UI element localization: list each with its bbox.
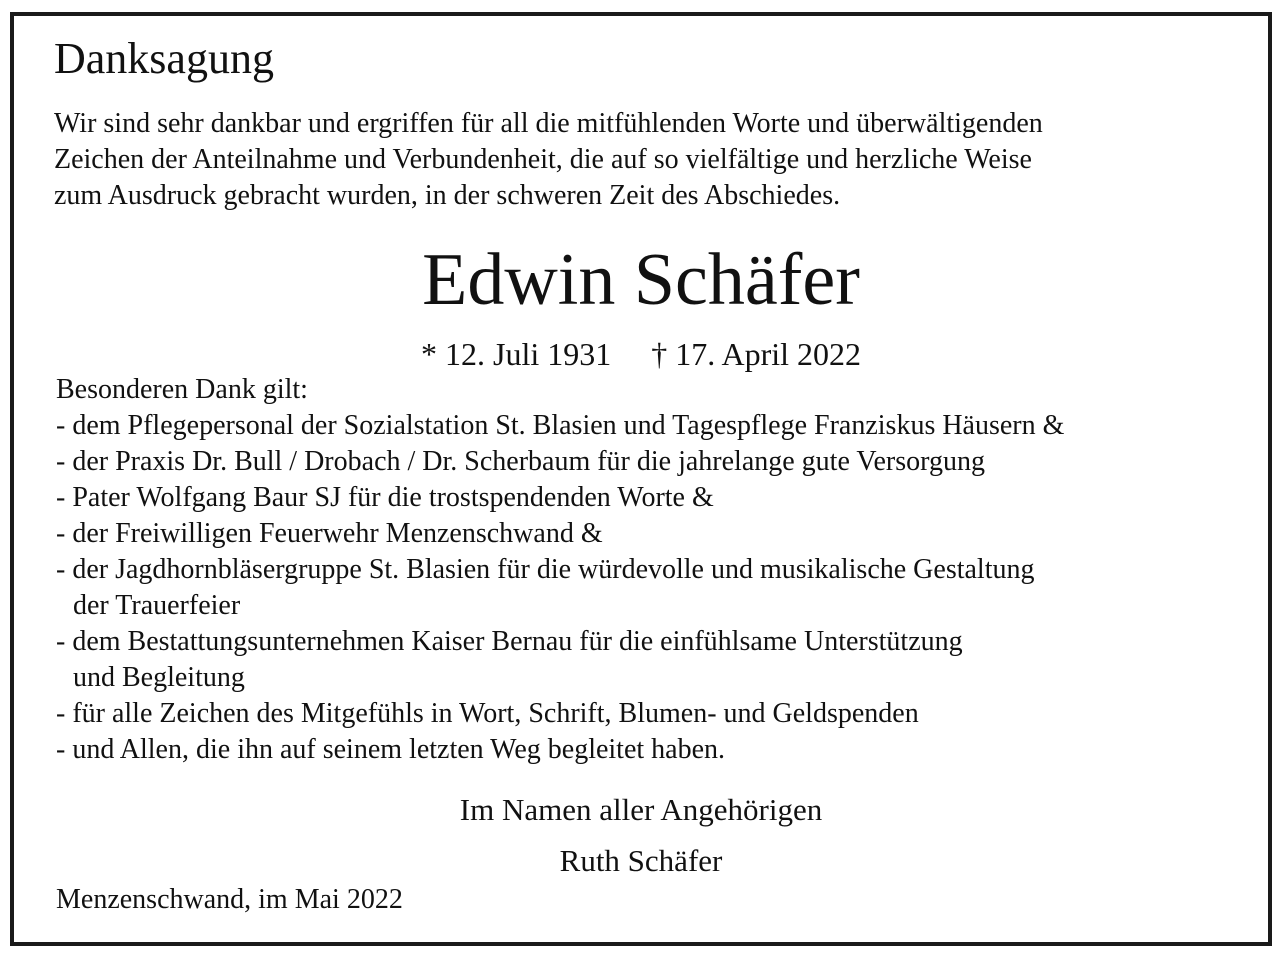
notice-frame [10,12,1272,946]
thanks-item: - dem Bestattungsunternehmen Kaiser Bernau für die einfühlsame Unterstützung [56,626,963,657]
intro-text [54,106,1244,214]
closing-line: Im Namen aller Angehörigen [459,792,823,827]
thanks-item: - und Allen, die ihn auf seinem letzten Weg begleitet haben. [56,734,726,765]
thanks-item: - für alle Zeichen des Mitgefühls in Wort, Schrift, Blumen- und Geldspenden [56,698,919,729]
thanks-item-continuation: der Trauerfeier [73,590,241,621]
intro-line: zum Ausdruck gebracht wurden, in der schweren Zeit des Abschiedes. [54,180,841,211]
thanks-title: Besonderen Dank gilt: [56,374,308,405]
death-date: † 17. April 2022 [651,336,861,372]
thanks-list [56,372,1256,768]
thanks-item: - der Praxis Dr. Bull / Drobach / Dr. Scherbaum für die jahrelange gute Versorgung [56,446,985,477]
thanks-item: - dem Pflegepersonal der Sozialstation St. Blasien und Tagespflege Franziskus Häusern & [56,410,1065,441]
thanks-item-continuation: und Begleitung [73,662,245,693]
life-dates [14,334,1268,374]
thanks-item: - Pater Wolfgang Baur SJ für die trostspendenden Worte & [56,482,714,513]
intro-line: Zeichen der Anteilnahme und Verbundenheit, die auf so vielfältige und herzliche Weise [54,144,1032,175]
intro-line: Wir sind sehr dankbar und ergriffen für all die mitfühlenden Worte und überwältigenden [54,108,1043,139]
signature: Ruth Schäfer [559,843,723,878]
thanks-item: - der Jagdhornbläsergruppe St. Blasien für die würdevolle und musikalische Gestaltung [56,554,1035,585]
thanks-item: - der Freiwilligen Feuerwehr Menzenschwand & [56,518,603,549]
heading: Danksagung [54,34,274,83]
place-date: Menzenschwand, im Mai 2022 [56,884,403,915]
deceased-name: Edwin Schäfer [422,239,860,321]
birth-date: * 12. Juli 1931 [420,336,612,372]
